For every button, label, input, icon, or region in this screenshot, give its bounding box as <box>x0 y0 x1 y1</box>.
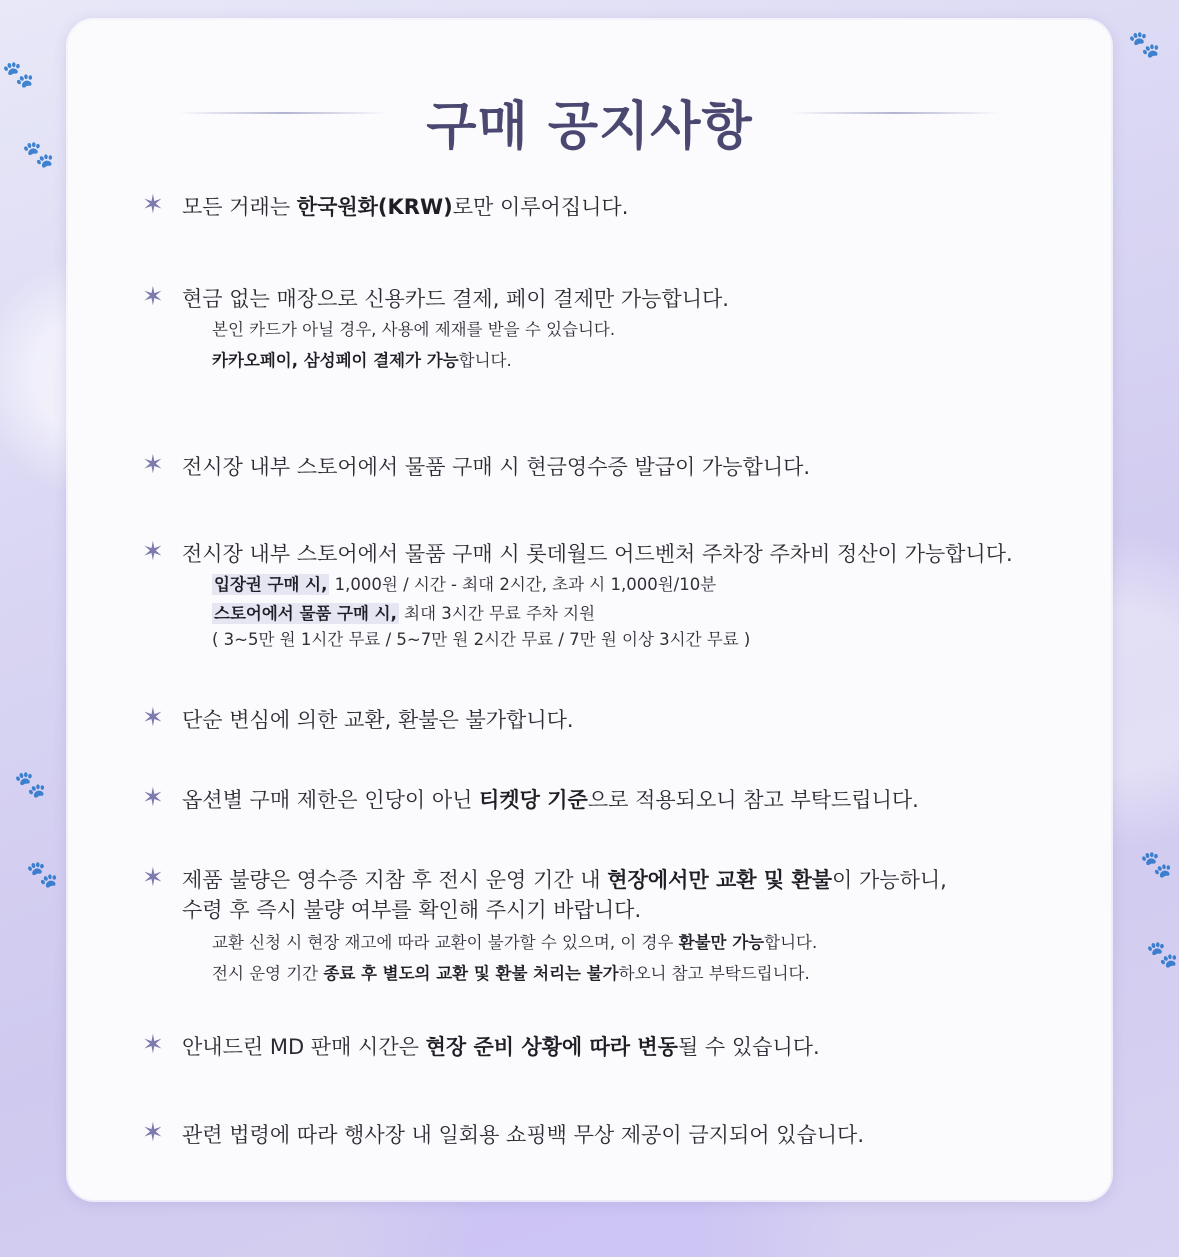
notice-item-payment <box>142 284 1071 376</box>
notice-card <box>68 20 1111 1200</box>
page-title: 구매 공지사항 <box>426 97 753 157</box>
notice-text: 안내드린 MD 판매 시간은 현장 준비 상황에 따라 변동될 수 있습니다. <box>182 1035 820 1059</box>
paw-print-icon: 🐾 <box>26 860 59 890</box>
notice-item-purchase-limit <box>142 785 1071 815</box>
star-bullet-icon: ✶ <box>142 190 164 220</box>
title-divider-right <box>790 112 1000 114</box>
notice-subtext: 교환 신청 시 현장 재고에 따라 교환이 불가할 수 있으며, 이 경우 환불만 가능합니다. <box>212 933 818 952</box>
paw-print-icon: 🐾 <box>2 60 35 90</box>
notice-text: 관련 법령에 따라 행사장 내 일회용 쇼핑백 무상 제공이 금지되어 있습니다. <box>182 1123 865 1147</box>
star-bullet-icon: ✶ <box>142 537 164 567</box>
notice-subtext: 전시 운영 기간 종료 후 별도의 교환 및 환불 처리는 불가하오니 참고 부탁드립니다. <box>212 964 810 983</box>
notice-subtext: 본인 카드가 아닐 경우, 사용에 제재를 받을 수 있습니다. <box>212 320 616 339</box>
paw-print-icon: 🐾 <box>1140 850 1173 880</box>
notice-text: 전시장 내부 스토어에서 물품 구매 시 현금영수증 발급이 가능합니다. <box>182 455 811 479</box>
notice-item-currency <box>142 192 1071 222</box>
notice-text: 모든 거래는 한국원화(KRW)로만 이루어집니다. <box>182 195 629 219</box>
star-bullet-icon: ✶ <box>142 863 164 893</box>
notice-item-defects <box>142 865 1071 989</box>
notice-text: 현금 없는 매장으로 신용카드 결제, 페이 결제만 가능합니다. <box>182 287 729 311</box>
notice-item-parking <box>142 539 1071 653</box>
star-bullet-icon: ✶ <box>142 282 164 312</box>
paw-print-icon: 🐾 <box>1146 940 1179 970</box>
title-row <box>68 84 1111 157</box>
notice-subtext: ( 3~5만 원 1시간 무료 / 5~7만 원 2시간 무료 / 7만 원 이상 3시간 무료 ) <box>212 630 751 649</box>
paw-print-icon: 🐾 <box>14 770 47 800</box>
notice-subtext: 스토어에서 물품 구매 시, 최대 3시간 무료 주차 지원 <box>214 604 596 623</box>
paw-print-icon: 🐾 <box>22 140 55 170</box>
notice-text: 수령 후 즉시 불량 여부를 확인해 주시기 바랍니다. <box>182 898 642 922</box>
notice-item-sales-time <box>142 1032 1071 1062</box>
notice-text: 제품 불량은 영수증 지참 후 전시 운영 기간 내 현장에서만 교환 및 환불이 가능하니, <box>182 868 947 892</box>
notice-text: 옵션별 구매 제한은 인당이 아닌 티켓당 기준으로 적용되오니 참고 부탁드립니다. <box>182 788 919 812</box>
star-bullet-icon: ✶ <box>142 703 164 733</box>
notice-subtext: 입장권 구매 시, 1,000원 / 시간 - 최대 2시간, 초과 시 1,000원/10분 <box>214 575 717 594</box>
notice-subtext: 카카오페이, 삼성페이 결제가 가능합니다. <box>212 351 512 370</box>
notice-item-refund <box>142 705 1071 735</box>
notice-text: 전시장 내부 스토어에서 물품 구매 시 롯데월드 어드벤처 주차장 주차비 정산이 가능합니다. <box>182 542 1013 566</box>
star-bullet-icon: ✶ <box>142 450 164 480</box>
star-bullet-icon: ✶ <box>142 783 164 813</box>
paw-print-icon: 🐾 <box>1128 30 1161 60</box>
star-bullet-icon: ✶ <box>142 1030 164 1060</box>
notice-item-shopping-bag <box>142 1120 1071 1150</box>
notice-text: 단순 변심에 의한 교환, 환불은 불가합니다. <box>182 708 574 732</box>
notice-item-receipt <box>142 452 1071 482</box>
star-bullet-icon: ✶ <box>142 1118 164 1148</box>
